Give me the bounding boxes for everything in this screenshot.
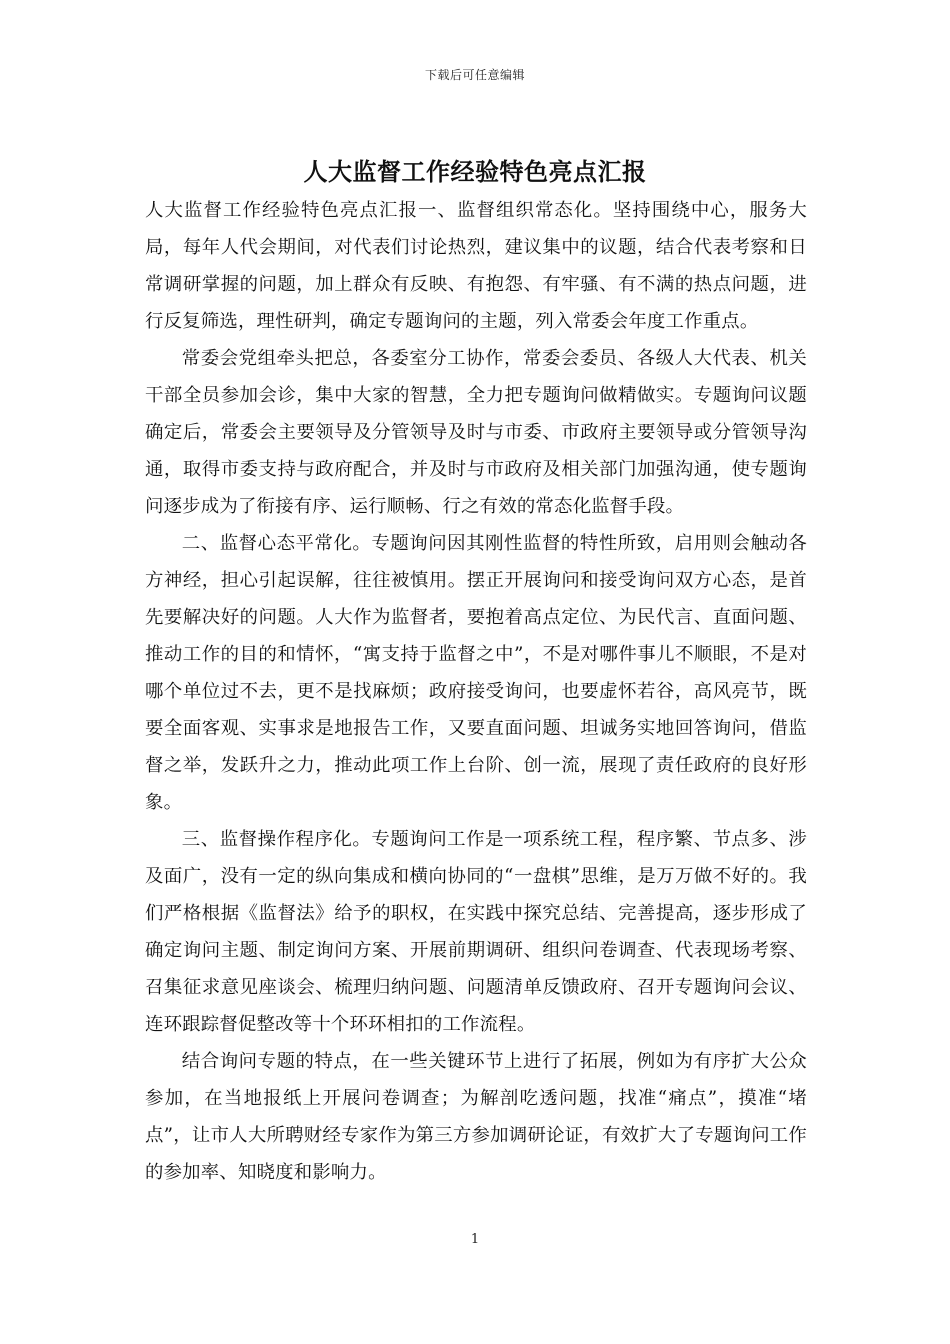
- document-body: [145, 192, 807, 1191]
- page-number: 1: [470, 1232, 480, 1247]
- header-note: 下载后可任意编辑: [424, 68, 525, 82]
- paragraph-1: 人大监督工作经验特色亮点汇报一、监督组织常态化。坚持围绕中心，服务大局，每年人代会期间，对代表们讨论热烈，建议集中的议题，结合代表考察和日常调研掌握的问题，加上群众有反映、有抱怨、有牢骚、有不满的热点问题，进行反复筛选，理性研判，确定专题询问的主题，列入常委会年度工作重点。: [145, 200, 807, 332]
- paragraph-2: 常委会党组牵头把总，各委室分工协作，常委会委员、各级人大代表、机关干部全员参加会诊，集中大家的智慧，全力把专题询问做精做实。专题询问议题确定后，常委会主要领导及分管领导及时与市委、市政府主要领导或分管领导沟通，取得市委支持与政府配合，并及时与市政府及相关部门加强沟通，使专题询问逐步成为了衔接有序、运行顺畅、行之有效的常态化监督手段。: [145, 348, 807, 517]
- document-title: 人大监督工作经验特色亮点汇报: [303, 157, 647, 186]
- paragraph-5: 结合询问专题的特点，在一些关键环节上进行了拓展，例如为有序扩大公众参加，在当地报纸上开展问卷调查；为解剖吃透问题，找准“痛点”，摸准“堵点”，让市人大所聘财经专家作为第三方参加调研论证，有效扩大了专题询问工作的参加率、知晓度和影响力。: [145, 1051, 807, 1183]
- paragraph-4: 三、监督操作程序化。专题询问工作是一项系统工程，程序繁、节点多、涉及面广，没有一定的纵向集成和横向协同的“一盘棋”思维，是万万做不好的。我们严格根据《监督法》给予的职权，在实践中探究总结、完善提高，逐步形成了确定询问主题、制定询问方案、开展前期调研、组织问卷调查、代表现场考察、召集征求意见座谈会、梳理归纳问题、问题清单反馈政府、召开专题询问会议、连环跟踪督促整改等十个环环相扣的工作流程。: [145, 829, 807, 1035]
- paragraph-3: 二、监督心态平常化。专题询问因其刚性监督的特性所致，启用则会触动各方神经，担心引起误解，往往被慎用。摆正开展询问和接受询问双方心态，是首先要解决好的问题。人大作为监督者，要抱着高点定位、为民代言、直面问题、推动工作的目的和情怀，“寓支持于监督之中”，不是对哪件事儿不顺眼，不是对哪个单位过不去，更不是找麻烦；政府接受询问，也要虚怀若谷，高风亮节，既要全面客观、实事求是地报告工作，又要直面问题、坦诚务实地回答询问，借监督之举，发跃升之力，推动此项工作上台阶、创一流，展现了责任政府的良好形象。: [145, 533, 807, 813]
